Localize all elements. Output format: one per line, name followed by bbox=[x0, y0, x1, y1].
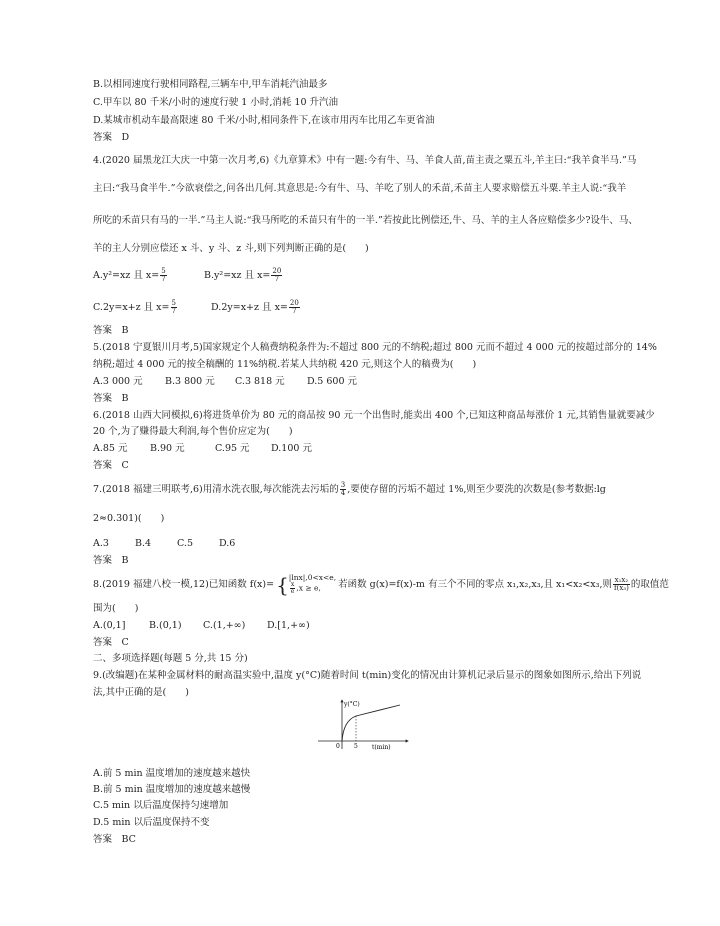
q6-line1: 6.(2018 山西大同模拟,6)将进货单价为 80 元的商品按 90 元一个出售时,能卖出 400 个,已知这种商品每涨价 1 元,其销售量就要减少 bbox=[93, 410, 655, 421]
q5-option-c: C.3 818 元 bbox=[235, 376, 285, 387]
q7-line1: 7.(2018 福建三明联考,6)用清水洗衣服,每次能洗去污垢的 $\frac{3}{4}$ ,要使存留的污垢不超过 1%,则至少要洗的次数是(参考数据:lg bbox=[93, 481, 606, 497]
q6-option-b: B.90 元 bbox=[150, 443, 185, 454]
q5-line2: 纳税;超过 4 000 元的按全稿酬的 11%纳税.若某人共纳税 420 元,则这个人的稿费为( ) bbox=[93, 359, 477, 370]
q7-option-d: D.6 bbox=[219, 538, 236, 549]
x-label: t(min) bbox=[372, 744, 391, 751]
q7-option-a: A.3 bbox=[93, 538, 109, 549]
q5-option-d: D.5 600 元 bbox=[307, 376, 358, 387]
fraction: $\frac{5}{7}$ bbox=[161, 267, 166, 283]
q5-line1: 5.(2018 宁夏银川月考,5)国家规定个人稿费纳税条件为:不超过 800 元的不纳税;超过 800 元而不超过 4 000 元的按超过部分的 14% bbox=[93, 342, 657, 353]
y-label: y(°C) bbox=[344, 701, 360, 708]
q8-option-a: A.(0,1] bbox=[93, 620, 126, 631]
q9-line1: 9.(改编题)在某种金属材料的耐高温实验中,温度 y(°C)随着时间 t(min)变化的情况由计算机记录后显示的图象如图所示,给出下列说 bbox=[93, 670, 642, 681]
q8-options bbox=[93, 620, 310, 632]
fraction: $\frac{\text{x₁x₂}}{\text{f(x₃)}}$ bbox=[614, 576, 629, 592]
q4-option-a: A.y²=xz 且 x= $\frac{5}{7}$ bbox=[93, 267, 166, 283]
fraction: $\frac{20}{7}$ bbox=[289, 299, 299, 315]
q4-answer: 答案 B bbox=[93, 325, 129, 336]
q4-options-cd bbox=[93, 300, 301, 315]
q5-option-a: A.3 000 元 bbox=[93, 376, 143, 387]
q7-answer: 答案 B bbox=[93, 555, 129, 566]
fraction: $\frac{3}{4}$ bbox=[340, 481, 346, 497]
q8-line2: 围为( ) bbox=[93, 603, 139, 614]
q8-line1: 8.(2019 福建八校一模,12)已知函数 f(x)= { |lnx|,0<x<e, $\frac{x}{e}$ ,x ≥ e, 若函数 g(x)=f(x)-m 有三个不同的零点 x₁,x₂,x₃,且 x₁<x₂<x₃,则 $\frac{\text{x₁x₂}}{\text{f(x₃)}}$ 的取值范 bbox=[93, 572, 669, 597]
q9-option-c: C.5 min 以后温度保持匀速增加 bbox=[93, 800, 229, 811]
q6-option-d: D.100 元 bbox=[271, 443, 312, 454]
q3-answer: 答案 D bbox=[93, 132, 130, 143]
q6-option-a: A.85 元 bbox=[93, 443, 128, 454]
q8-option-c: C.(1,+∞) bbox=[203, 620, 246, 631]
q9-option-a: A.前 5 min 温度增加的速度越来越快 bbox=[93, 768, 251, 779]
q7-line2: 2≈0.301)( ) bbox=[93, 513, 165, 524]
q6-answer: 答案 C bbox=[93, 460, 129, 471]
section-2-heading: 二、多项选择题(每题 5 分,共 15 分) bbox=[93, 653, 248, 664]
q4-line3: 所吃的禾苗只有马的一半.”马主人说:“我马所吃的禾苗只有牛的一半.”若按此比例偿还,牛、马、羊的主人各应赔偿多少?设牛、马、 bbox=[93, 215, 638, 226]
q4-option-b: B.y²=xz 且 x= $\frac{20}{7}$ bbox=[204, 267, 282, 283]
q4-line4: 羊的主人分别应偿还 x 斗、y 斗、z 斗,则下列判断正确的是( ) bbox=[93, 243, 369, 254]
q4-option-d: D.2y=x+z 且 x= $\frac{20}{7}$ bbox=[211, 299, 299, 315]
q4-line2: 主曰:“我马食半牛.”今欲衰偿之,问各出几何.其意思是:今有牛、马、羊吃了别人的禾苗,禾苗主人要求赔偿五斗粟.羊主人说:“我羊 bbox=[93, 183, 627, 194]
temperature-graph bbox=[312, 697, 412, 751]
q9-answer: 答案 BC bbox=[93, 834, 136, 845]
origin-label: 0 bbox=[336, 743, 340, 750]
piecewise-function: { |lnx|,0<x<e, $\frac{x}{e}$ ,x ≥ e, bbox=[276, 572, 337, 597]
q7-options bbox=[93, 538, 235, 550]
q4-options-ab bbox=[93, 268, 283, 283]
q5-answer: 答案 B bbox=[93, 393, 129, 404]
q5-option-b: B.3 800 元 bbox=[165, 376, 215, 387]
tick-5-label: 5 bbox=[354, 743, 358, 750]
q8-option-b: B.(0,1) bbox=[149, 620, 182, 631]
q3-option-b: B.以相同速度行驶相同路程,三辆车中,甲车消耗汽油最多 bbox=[93, 79, 328, 90]
q6-option-c: C.95 元 bbox=[215, 443, 250, 454]
q5-options bbox=[93, 376, 357, 388]
q8-answer: 答案 C bbox=[93, 637, 129, 648]
q4-option-c: C.2y=x+z 且 x= $\frac{5}{7}$ bbox=[93, 299, 176, 315]
q8-option-d: D.[1,+∞) bbox=[267, 620, 310, 631]
q7-option-c: C.5 bbox=[177, 538, 193, 549]
q9-option-b: B.前 5 min 温度增加的速度越来越慢 bbox=[93, 784, 251, 795]
q6-options bbox=[93, 443, 312, 455]
fraction: $\frac{20}{7}$ bbox=[272, 267, 282, 283]
q6-line2: 20 个,为了赚得最大利润,每个售价应定为( ) bbox=[93, 426, 293, 437]
q9-line2: 法,其中正确的是( ) bbox=[93, 687, 189, 698]
q4-line1: 4.(2020 届黑龙江大庆一中第一次月考,6)《九章算术》中有一题:今有牛、马、羊食人苗,苗主责之粟五斗,羊主曰:“我羊食半马.”马 bbox=[93, 155, 637, 166]
q9-option-d: D.5 min 以后温度保持不变 bbox=[93, 817, 210, 828]
fraction: $\frac{5}{7}$ bbox=[171, 299, 176, 315]
q3-option-c: C.甲车以 80 千米/小时的速度行驶 1 小时,消耗 10 升汽油 bbox=[93, 97, 339, 108]
temperature-curve bbox=[342, 705, 400, 741]
q3-option-d: D.某城市机动车最高限速 80 千米/小时,相同条件下,在该市用丙车比用乙车更省油 bbox=[93, 115, 435, 126]
q7-option-b: B.4 bbox=[135, 538, 152, 549]
